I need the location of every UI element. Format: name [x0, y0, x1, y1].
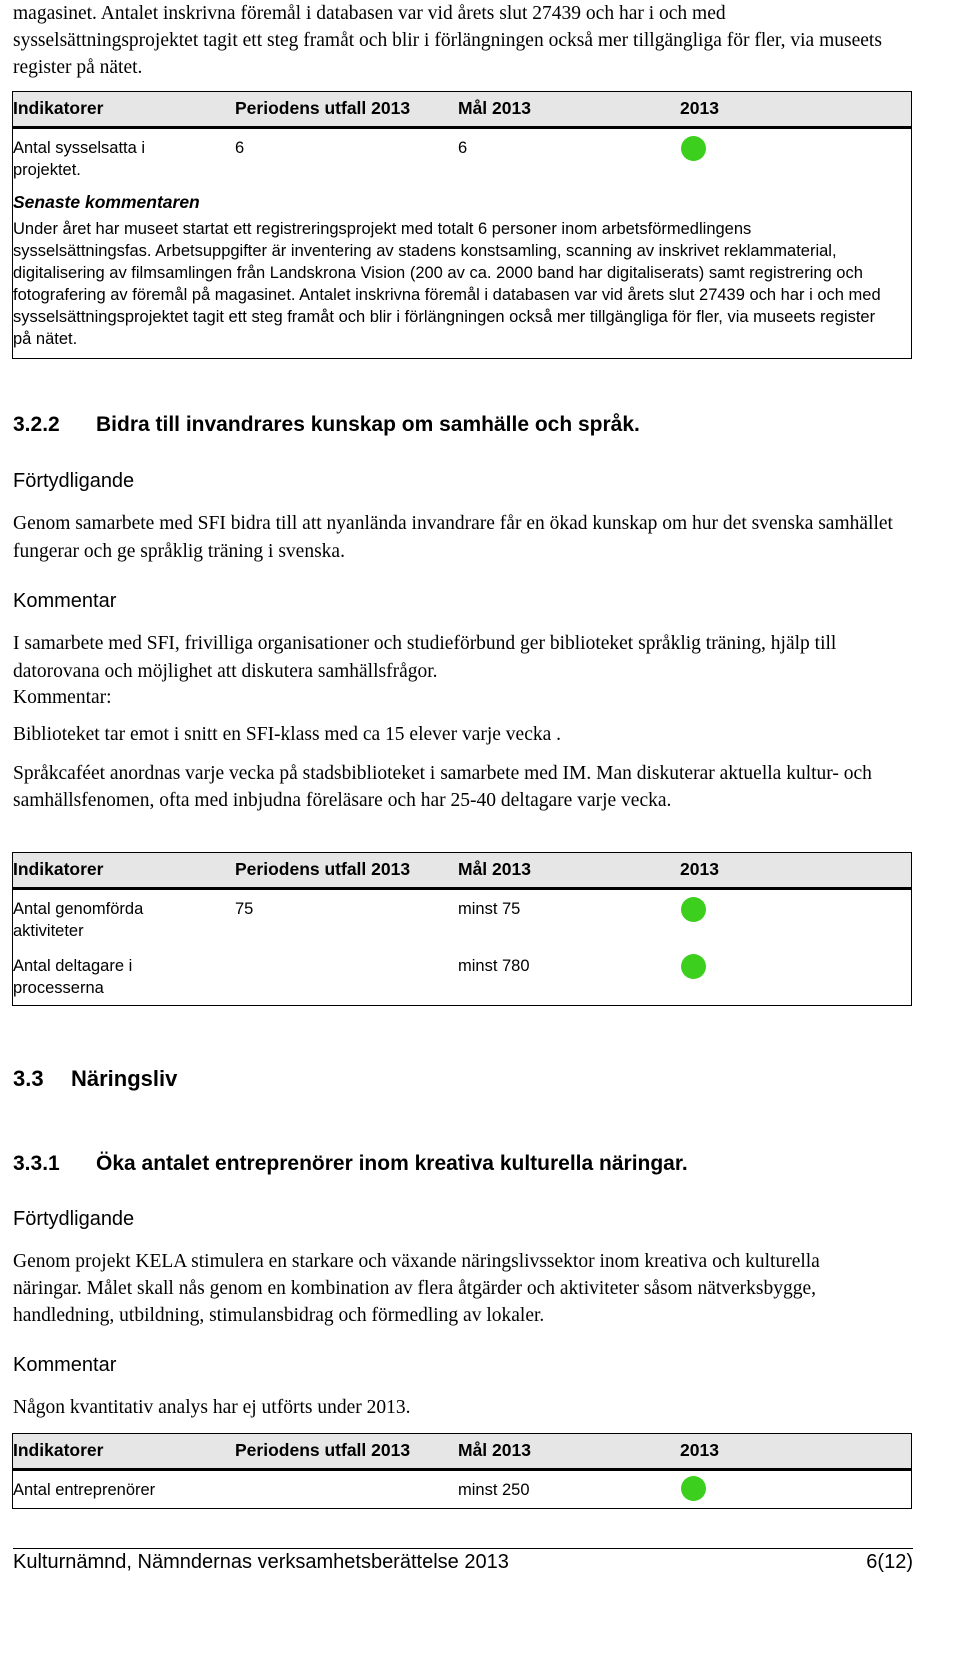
indicator-name: Antal entreprenörer: [13, 1481, 156, 1499]
table-row: [13, 947, 911, 1004]
table-header: [13, 853, 911, 890]
header-indicators: Indikatorer: [13, 859, 104, 879]
comment-title: Senaste kommentaren: [13, 192, 200, 212]
page-number: 6(12): [866, 1551, 913, 1573]
section-title: Näringsliv: [71, 1066, 178, 1091]
header-goal: Mål 2013: [458, 98, 531, 118]
header-year: 2013: [680, 98, 719, 118]
status-green-icon: [681, 954, 706, 979]
indicator-goal: minst 75: [458, 900, 521, 918]
comment-text: I samarbete med SFI, frivilliga organisationer och studieförbund ger biblioteket språklig träning, hjälp till datorovana och möjlighet att diskutera samhällsfrågor.: [13, 633, 837, 682]
status-green-icon: [681, 897, 706, 922]
comment-label: Kommentar: [13, 590, 117, 612]
section-heading-3-3: [13, 1066, 177, 1092]
clarification-text: Genom samarbete med SFI bidra till att nyanlända invandrare får en ökad kunskap om hur det svenska samhället fungerar och ge språklig träning i svenska.: [13, 513, 893, 562]
header-outcome: Periodens utfall 2013: [235, 859, 411, 879]
header-indicators: Indikatorer: [13, 1440, 104, 1460]
intro-paragraph: magasinet. Antalet inskrivna föremål i databasen var vid årets slut 27439 och har i och med sysselsättningsprojektet tagit ett steg framåt och blir i förlängningen också mer tillgängliga för fler, via museets register på nätet.: [13, 3, 882, 78]
indicator-table-2: [12, 852, 912, 1006]
clarification-label: Förtydligande: [13, 470, 135, 492]
header-year: 2013: [680, 1440, 719, 1460]
section-title: Öka antalet entreprenörer inom kreativa kulturella näringar.: [96, 1152, 688, 1175]
header-goal: Mål 2013: [458, 859, 531, 879]
comment-paragraph-2: Biblioteket tar emot i snitt en SFI-klass med ca 15 elever varje vecka .: [13, 724, 561, 745]
comment-label: Kommentar: [13, 1354, 117, 1376]
section-number: 3.2.2: [13, 413, 60, 436]
section-heading-3-3-1: [13, 1152, 688, 1176]
table-header: [13, 1434, 911, 1471]
indicator-name: Antal deltagare i processerna: [13, 957, 133, 997]
indicator-outcome: 6: [235, 139, 245, 157]
header-goal: Mål 2013: [458, 1440, 531, 1460]
indicator-goal: minst 250: [458, 1481, 530, 1499]
indicator-goal: 6: [458, 139, 468, 157]
clarification-text: Genom projekt KELA stimulera en starkare och växande näringslivssektor inom kreativa och kulturella näringar. Målet skall nås genom en kombination av flera åtgärder och aktiviteter såsom nätverksbygge, handledning, utbildning, stimulansbidrag och förmedling av lokaler.: [13, 1251, 820, 1326]
indicator-table-1: [12, 91, 912, 359]
clarification-label: Förtydligande: [13, 1208, 135, 1230]
footer-title: Kulturnämnd, Nämndernas verksamhetsberättelse 2013: [13, 1551, 509, 1573]
table-header: [13, 92, 911, 129]
section-title: Bidra till invandrares kunskap om samhälle och språk.: [96, 413, 640, 436]
comment-text: Någon kvantitativ analys har ej utförts under 2013.: [13, 1397, 411, 1418]
table-row: [13, 890, 911, 947]
comment-paragraph-3: Språkcaféet anordnas varje vecka på stadsbiblioteket i samarbete med IM. Man diskuterar aktuella kultur- och samhällsfenomen, ofta med inbjudna föreläsare och har 25-40 deltagare varje vecka.: [13, 763, 872, 811]
table-row: [13, 1471, 911, 1509]
section-heading-3-2-2: [13, 413, 640, 437]
comment-block: [13, 192, 893, 350]
status-green-icon: [681, 1476, 706, 1501]
indicator-outcome: 75: [235, 900, 254, 918]
indicator-goal: minst 780: [458, 957, 530, 975]
section-number: 3.3: [13, 1066, 44, 1091]
header-outcome: Periodens utfall 2013: [235, 98, 411, 118]
header-year: 2013: [680, 859, 719, 879]
comment-label-2: Kommentar:: [13, 687, 112, 708]
page-footer: [13, 1548, 913, 1574]
comment-text: Under året har museet startat ett registreringsprojekt med totalt 6 personer inom arbetsförmedlingens sysselsättningsfas. Arbetsuppgifter är inventering av stadens konstsamling, scanning av inskrivet reklammaterial, digitalisering av filmsamlingen från Landskrona Vision (200 av ca. 2000 band har digitaliserats) samt registrering och fotografering av föremål på magasinet. Antalet inskrivna föremål i databasen var vid årets slut 27439 och har i och med sysselsättningsprojektet tagit ett steg framåt och blir i förlängningen också mer tillgängliga för fler, via museets register på nätet.: [13, 220, 881, 348]
status-green-icon: [681, 136, 706, 161]
indicator-table-3: [12, 1433, 912, 1509]
table-row: [13, 129, 911, 187]
indicator-name: Antal sysselsatta i projektet.: [13, 139, 146, 179]
indicator-name: Antal genomförda aktiviteter: [13, 900, 144, 940]
section-number: 3.3.1: [13, 1152, 60, 1175]
header-indicators: Indikatorer: [13, 98, 104, 118]
header-outcome: Periodens utfall 2013: [235, 1440, 411, 1460]
